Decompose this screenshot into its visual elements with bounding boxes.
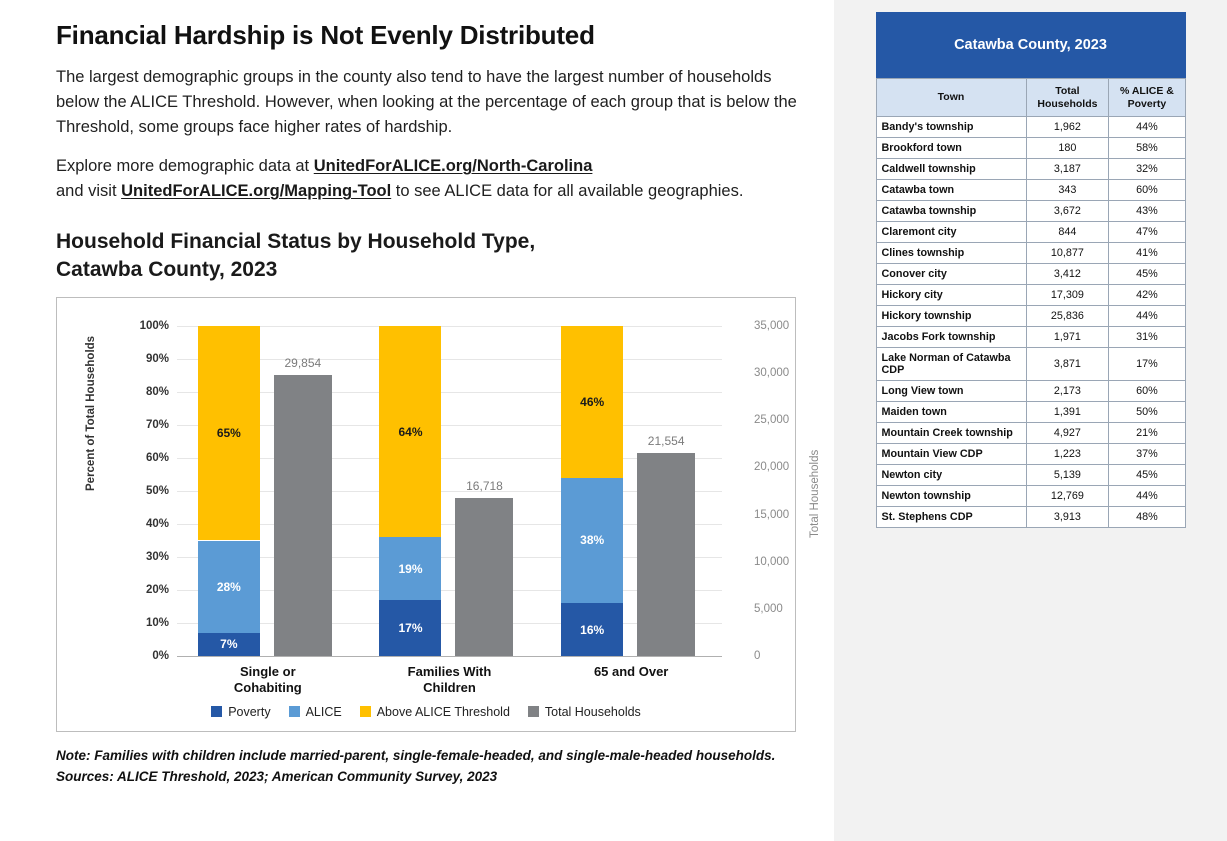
cell-total-households: 1,391 — [1026, 402, 1109, 423]
cell-pct-alice-poverty: 44% — [1109, 306, 1185, 327]
table-row — [876, 486, 1185, 507]
total-households-bar-1[interactable] — [274, 355, 332, 656]
cell-pct-alice-poverty: 17% — [1109, 348, 1185, 381]
cell-pct-alice-poverty: 21% — [1109, 423, 1185, 444]
bar-segment-above-alice-threshold: 46% — [561, 326, 623, 478]
cell-total-households: 3,871 — [1026, 348, 1109, 381]
y-axis-tick-right: 25,000 — [754, 414, 790, 427]
cell-total-households: 3,672 — [1026, 201, 1109, 222]
cell-total-households: 1,962 — [1026, 117, 1109, 138]
x-axis-category-label: Families With Children — [407, 663, 492, 696]
cell-total-households: 3,412 — [1026, 264, 1109, 285]
cell-town: Newton township — [876, 486, 1026, 507]
y-axis-title-left: Percent of Total Households — [85, 335, 97, 491]
table-row — [876, 243, 1185, 264]
table-row — [876, 138, 1185, 159]
y-axis-tick-right: 0 — [754, 649, 761, 662]
y-axis-tick-right: 15,000 — [754, 508, 790, 521]
bar-segment-alice: 28% — [198, 541, 260, 633]
plot-area — [139, 319, 790, 696]
x-axis-line — [177, 656, 722, 657]
table-title-banner: Catawba County, 2023 — [876, 12, 1186, 78]
x-axis-category-label: Single or Cohabiting — [233, 663, 302, 696]
explore-text-prefix: Explore more demographic data at — [56, 157, 314, 176]
table-row — [876, 402, 1185, 423]
table-header-row — [876, 79, 1185, 117]
cell-town: Conover city — [876, 264, 1026, 285]
bar-segment-poverty: 17% — [379, 600, 441, 656]
y-axis-tick-left: 0% — [152, 649, 169, 662]
bar-segment-above-alice-threshold: 65% — [198, 326, 260, 541]
cell-pct-alice-poverty: 60% — [1109, 180, 1185, 201]
chart-legend — [57, 705, 795, 719]
cell-total-households: 3,913 — [1026, 507, 1109, 528]
table-row — [876, 222, 1185, 243]
cell-total-households: 844 — [1026, 222, 1109, 243]
table-row — [876, 159, 1185, 180]
legend-swatch — [211, 706, 222, 717]
legend-label: Above ALICE Threshold — [376, 704, 510, 719]
bar-group — [177, 326, 359, 656]
total-households-value-label: 29,854 — [284, 355, 322, 370]
cell-pct-alice-poverty: 60% — [1109, 381, 1185, 402]
column-header-total-households: Total Households — [1026, 79, 1109, 117]
cell-pct-alice-poverty: 32% — [1109, 159, 1185, 180]
legend-item-poverty[interactable] — [211, 705, 270, 719]
cell-pct-alice-poverty: 45% — [1109, 264, 1185, 285]
note-line: Note: Families with children include married-parent, single-female-headed, and single-male-headed households. — [56, 747, 776, 763]
cell-town: Caldwell township — [876, 159, 1026, 180]
cell-town: Catawba town — [876, 180, 1026, 201]
cell-pct-alice-poverty: 50% — [1109, 402, 1185, 423]
y-axis-tick-left: 20% — [145, 583, 169, 596]
table-body — [876, 117, 1185, 528]
cell-total-households: 4,927 — [1026, 423, 1109, 444]
cell-pct-alice-poverty: 41% — [1109, 243, 1185, 264]
x-axis-category-label: 65 and Over — [593, 663, 669, 679]
y-axis-tick-left: 60% — [145, 451, 169, 464]
cell-pct-alice-poverty: 37% — [1109, 444, 1185, 465]
column-header-town: Town — [876, 79, 1026, 117]
y-axis-tick-right: 35,000 — [754, 319, 790, 332]
cell-total-households: 3,187 — [1026, 159, 1109, 180]
stacked-bar-1[interactable] — [198, 326, 260, 656]
table-row — [876, 423, 1185, 444]
y-axis-tick-left: 40% — [145, 517, 169, 530]
cell-town: Mountain Creek township — [876, 423, 1026, 444]
cell-total-households: 1,223 — [1026, 444, 1109, 465]
cell-town: Long View town — [876, 381, 1026, 402]
bar-group — [359, 326, 541, 656]
cell-pct-alice-poverty: 31% — [1109, 327, 1185, 348]
stacked-bar-3[interactable] — [561, 326, 623, 656]
bar-segment-poverty: 16% — [561, 603, 623, 656]
page-title: Financial Hardship is Not Evenly Distributed — [56, 20, 595, 50]
cell-town: Lake Norman of Catawba CDP — [876, 348, 1026, 381]
legend-item-above-alice-threshold[interactable] — [360, 705, 510, 719]
legend-swatch — [528, 706, 539, 717]
total-households-value-label: 16,718 — [466, 479, 503, 494]
sources-line: Sources: ALICE Threshold, 2023; American Community Survey, 2023 — [56, 768, 498, 784]
table-row — [876, 306, 1185, 327]
cell-total-households: 10,877 — [1026, 243, 1109, 264]
cell-town: Maiden town — [876, 402, 1026, 423]
legend-label: Poverty — [228, 704, 271, 719]
cell-total-households: 343 — [1026, 180, 1109, 201]
y-axis-tick-left: 80% — [145, 385, 169, 398]
legend-label: ALICE — [305, 704, 342, 719]
table-row — [876, 117, 1185, 138]
chart-container — [56, 297, 821, 732]
bar-group — [540, 326, 722, 656]
table-row — [876, 507, 1185, 528]
table-row — [876, 444, 1185, 465]
y-axis-tick-left: 30% — [145, 550, 169, 563]
total-households-bar-2[interactable] — [455, 479, 513, 656]
total-households-value-label: 21,554 — [647, 433, 685, 448]
y-axis-tick-left: 90% — [145, 352, 169, 365]
county-households-table — [876, 78, 1186, 528]
legend-item-alice[interactable] — [289, 705, 342, 719]
cell-pct-alice-poverty: 44% — [1109, 117, 1185, 138]
cell-town: Mountain View CDP — [876, 444, 1026, 465]
explore-text-suffix: to see ALICE data for all available geographies. — [391, 182, 744, 201]
legend-item-total-households[interactable] — [528, 705, 641, 719]
county-table-wrapper — [876, 12, 1186, 528]
bar-segment-alice: 38% — [561, 478, 623, 603]
stacked-bar-2[interactable] — [379, 326, 441, 656]
cell-town: Newton city — [876, 465, 1026, 486]
cell-total-households: 17,309 — [1026, 285, 1109, 306]
legend-swatch — [289, 706, 300, 717]
table-row — [876, 201, 1185, 222]
cell-pct-alice-poverty: 45% — [1109, 465, 1185, 486]
bar-segment-alice: 19% — [379, 537, 441, 600]
y-axis-tick-left: 10% — [145, 616, 169, 629]
chart-notes — [56, 746, 814, 788]
y-axis-tick-right: 20,000 — [754, 461, 790, 474]
y-axis-tick-right: 10,000 — [754, 555, 790, 568]
table-row — [876, 348, 1185, 381]
link-united-for-alice-nc[interactable]: UnitedForALICE.org/North-Carolina — [313, 157, 593, 176]
table-row — [876, 327, 1185, 348]
table-row — [876, 381, 1185, 402]
cell-total-households: 12,769 — [1026, 486, 1109, 507]
table-row — [876, 285, 1185, 306]
link-mapping-tool[interactable]: UnitedForALICE.org/Mapping-Tool — [121, 182, 392, 201]
table-row — [876, 264, 1185, 285]
cell-pct-alice-poverty: 43% — [1109, 201, 1185, 222]
cell-town: Hickory township — [876, 306, 1026, 327]
explore-paragraph — [56, 154, 814, 204]
y-axis-tick-left: 70% — [145, 418, 169, 431]
cell-pct-alice-poverty: 48% — [1109, 507, 1185, 528]
cell-total-households: 25,836 — [1026, 306, 1109, 327]
legend-swatch — [360, 706, 371, 717]
total-households-bar-3[interactable] — [637, 433, 695, 656]
cell-pct-alice-poverty: 47% — [1109, 222, 1185, 243]
y-axis-tick-left: 100% — [139, 319, 169, 332]
column-header-pct-alice-poverty: % ALICE & Poverty — [1109, 79, 1185, 117]
cell-pct-alice-poverty: 44% — [1109, 486, 1185, 507]
cell-pct-alice-poverty: 42% — [1109, 285, 1185, 306]
bar-segment-above-alice-threshold: 64% — [379, 326, 441, 537]
chart-title — [56, 228, 814, 283]
y-axis-tick-right: 5,000 — [754, 602, 783, 615]
legend-label: Total Households — [544, 704, 641, 719]
cell-town: Jacobs Fork township — [876, 327, 1026, 348]
cell-town: Bandy's township — [876, 117, 1026, 138]
cell-total-households: 1,971 — [1026, 327, 1109, 348]
cell-pct-alice-poverty: 58% — [1109, 138, 1185, 159]
cell-town: Hickory city — [876, 285, 1026, 306]
cell-total-households: 5,139 — [1026, 465, 1109, 486]
cell-town: Brookford town — [876, 138, 1026, 159]
table-row — [876, 180, 1185, 201]
y-axis-tick-left: 50% — [145, 484, 169, 497]
explore-text-middle: and visit — [56, 182, 122, 201]
right-sidebar-panel — [834, 0, 1227, 841]
cell-total-households: 180 — [1026, 138, 1109, 159]
bar-segment-poverty: 7% — [198, 633, 260, 656]
cell-town: Catawba township — [876, 201, 1026, 222]
chart-title-line-2: Catawba County, 2023 — [56, 257, 278, 281]
cell-town: Clines township — [876, 243, 1026, 264]
y-axis-title-right: Total Households — [809, 449, 821, 538]
y-axis-tick-right: 30,000 — [754, 367, 790, 380]
cell-town: St. Stephens CDP — [876, 507, 1026, 528]
table-row — [876, 465, 1185, 486]
cell-town: Claremont city — [876, 222, 1026, 243]
intro-paragraph: The largest demographic groups in the county also tend to have the largest number of households below the ALICE Threshold. However, when looking at the percentage of each group that is below the Threshold, some groups face higher rates of hardship. — [56, 68, 797, 137]
chart-title-line-1: Household Financial Status by Household Type, — [56, 230, 536, 254]
cell-total-households: 2,173 — [1026, 381, 1109, 402]
